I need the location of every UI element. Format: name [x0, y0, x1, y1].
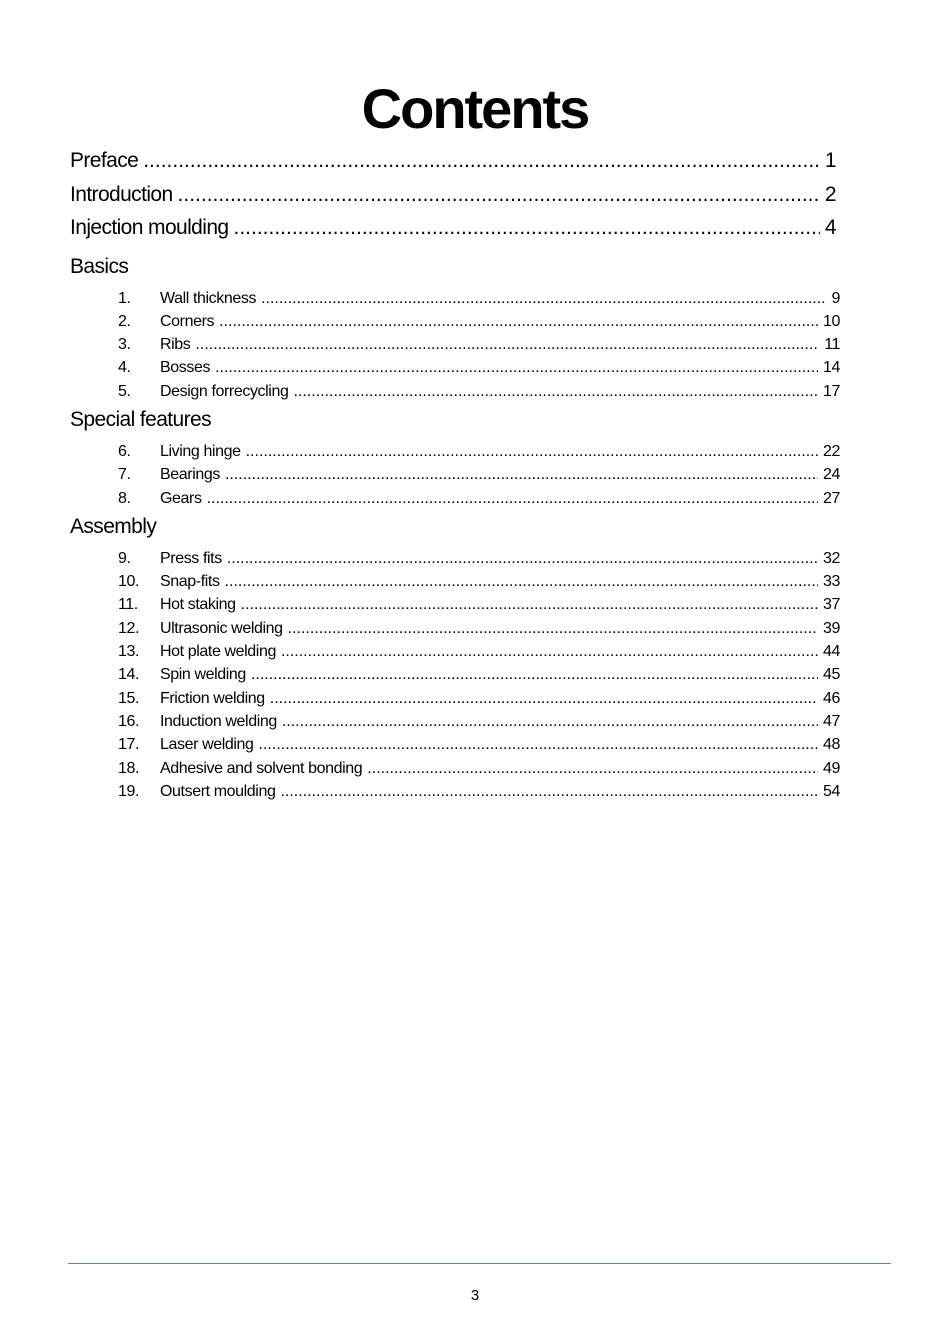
item-number: 12.: [118, 619, 140, 637]
item-label: Spin welding: [160, 666, 246, 684]
toc-item[interactable]: [70, 757, 840, 780]
item-label: Hot staking: [160, 596, 236, 614]
toc-item[interactable]: [70, 440, 840, 463]
section-item-list: [70, 287, 840, 403]
page-number: 45: [823, 666, 840, 684]
item-label: Living hinge: [160, 442, 241, 460]
toc-item[interactable]: [70, 780, 840, 803]
toc-sections: [70, 250, 840, 804]
toc-item[interactable]: [70, 380, 840, 403]
section-item-list: [70, 547, 840, 803]
toc-item[interactable]: [70, 733, 840, 756]
page-number: 33: [823, 573, 840, 591]
page-title: Contents: [361, 77, 589, 140]
page-number: 27: [823, 489, 840, 507]
item-number: 16.: [118, 712, 140, 730]
item-number: 6.: [118, 442, 131, 460]
toc-entry-introduction[interactable]: [70, 183, 840, 217]
item-number: 11.: [118, 596, 138, 614]
item-label: Friction welding: [160, 689, 265, 707]
toc-item[interactable]: [70, 333, 840, 356]
dot-leader: [143, 149, 820, 173]
page-number: 2: [824, 182, 836, 206]
dot-leader: [227, 547, 818, 570]
item-label: Hot plate welding: [160, 643, 276, 661]
item-number: 15.: [118, 689, 140, 707]
section-heading[interactable]: Assembly: [70, 514, 157, 538]
toc-item[interactable]: [70, 356, 840, 379]
entry-label: Introduction: [70, 182, 173, 206]
dot-leader: [178, 183, 820, 207]
page-number: 24: [823, 466, 840, 484]
dot-leader: [259, 733, 818, 756]
toc-entry-injection-moulding[interactable]: [70, 216, 840, 250]
table-of-contents: [70, 149, 840, 803]
dot-leader: [367, 757, 818, 780]
page-number: 37: [823, 596, 840, 614]
dot-leader: [293, 380, 818, 403]
page-number: 39: [823, 619, 840, 637]
page-number: 44: [823, 643, 840, 661]
item-number: 18.: [118, 759, 140, 777]
item-label: Corners: [160, 312, 215, 330]
dot-leader: [225, 463, 818, 486]
page-number: 11: [824, 336, 840, 354]
page-number: 46: [823, 689, 840, 707]
dot-leader: [251, 663, 818, 686]
page-number: 32: [823, 549, 840, 567]
toc-item[interactable]: [70, 663, 840, 686]
toc-item[interactable]: [70, 487, 840, 510]
page-number: 14: [823, 359, 840, 377]
page-number: 10: [823, 312, 840, 330]
toc-item[interactable]: [70, 463, 840, 486]
section-heading[interactable]: Basics: [70, 254, 129, 278]
dot-leader: [225, 570, 818, 593]
item-number: 17.: [118, 736, 140, 754]
item-label: Induction welding: [160, 712, 277, 730]
dot-leader: [207, 487, 818, 510]
dot-leader: [215, 356, 818, 379]
item-label: Gears: [160, 489, 202, 507]
item-label: Snap-fits: [160, 573, 220, 591]
item-label: Adhesive and solvent bonding: [160, 759, 363, 777]
dot-leader: [282, 710, 818, 733]
page-number: 9: [831, 289, 840, 307]
item-label: Bosses: [160, 359, 211, 377]
item-label: Outsert moulding: [160, 782, 276, 800]
page-number: 1: [824, 149, 836, 172]
page-number: 49: [823, 759, 840, 777]
toc-entry-preface[interactable]: [70, 149, 840, 183]
item-number: 13.: [118, 643, 140, 661]
toc-item[interactable]: [70, 310, 840, 333]
dot-leader: [195, 333, 819, 356]
item-number: 2.: [118, 312, 131, 330]
item-label: Press fits: [160, 549, 222, 567]
toc-item[interactable]: [70, 640, 840, 663]
item-number: 8.: [118, 489, 131, 507]
toc-item[interactable]: [70, 570, 840, 593]
footer-divider: [68, 1263, 891, 1264]
toc-item[interactable]: [70, 710, 840, 733]
dot-leader: [219, 310, 818, 333]
item-label: Design forrecycling: [160, 382, 289, 400]
footer-page-number: 3: [470, 1287, 480, 1304]
toc-item[interactable]: [70, 617, 840, 640]
item-number: 7.: [118, 466, 131, 484]
item-label: Ribs: [160, 336, 191, 354]
item-number: 9.: [118, 549, 131, 567]
item-number: 19.: [118, 782, 140, 800]
page-number: 54: [823, 782, 840, 800]
toc-item[interactable]: [70, 593, 840, 616]
item-number: 3.: [118, 336, 131, 354]
dot-leader: [246, 440, 818, 463]
entry-label: Preface: [70, 149, 139, 172]
item-label: Laser welding: [160, 736, 254, 754]
dot-leader: [270, 687, 818, 710]
toc-item[interactable]: [70, 547, 840, 570]
item-label: Wall thickness: [160, 289, 257, 307]
item-number: 4.: [118, 359, 131, 377]
dot-leader: [261, 287, 826, 310]
page-number: 17: [823, 382, 840, 400]
page-number: 22: [823, 442, 840, 460]
page-number: 48: [823, 736, 840, 754]
dot-leader: [281, 640, 818, 663]
item-number: 1.: [118, 289, 131, 307]
page-number: 4: [824, 216, 836, 239]
page-number: 47: [823, 712, 840, 730]
entry-label: Injection moulding: [70, 216, 229, 239]
item-label: Ultrasonic welding: [160, 619, 283, 637]
section-heading[interactable]: Special features: [70, 407, 211, 431]
toc-item[interactable]: [70, 287, 840, 310]
item-label: Bearings: [160, 466, 220, 484]
dot-leader: [233, 216, 819, 240]
section-item-list: [70, 440, 840, 510]
item-number: 10.: [118, 573, 140, 591]
dot-leader: [288, 617, 818, 640]
item-number: 14.: [118, 666, 140, 684]
toc-item[interactable]: [70, 687, 840, 710]
dot-leader: [241, 593, 818, 616]
item-number: 5.: [118, 382, 131, 400]
dot-leader: [280, 780, 818, 803]
